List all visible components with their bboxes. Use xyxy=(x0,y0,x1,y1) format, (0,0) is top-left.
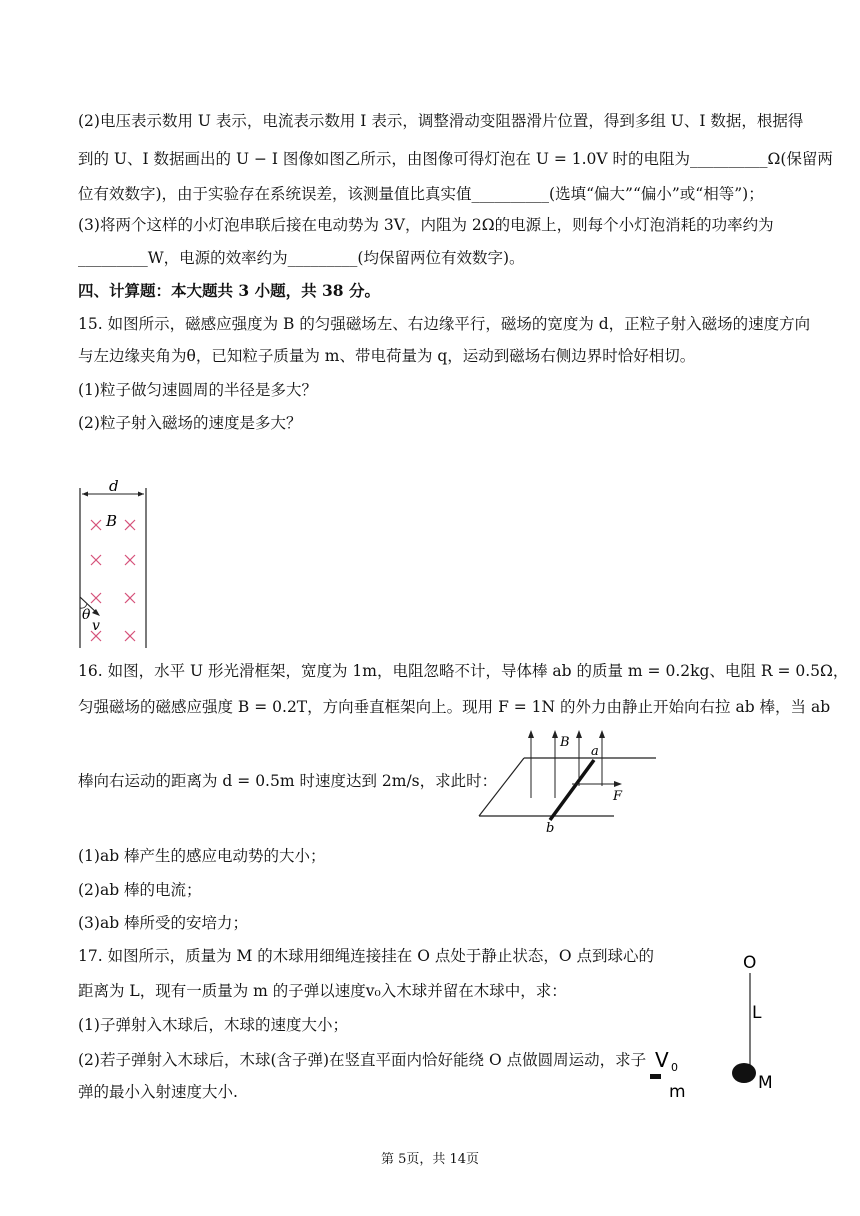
text-line: 弹的最小入射速度大小. xyxy=(78,1083,238,1101)
text-line: 到的 U、I 数据画出的 U − I 图像如图乙所示，由图像可得灯泡在 U = 1.0V 时的电阻为__________Ω(保留两 xyxy=(78,150,833,168)
text-line: (2)电压表示数用 U 表示，电流表示数用 I 表示，调整滑动变阻器滑片位置，得到多组 U、I 数据，根据得 xyxy=(78,112,804,130)
label-M: M xyxy=(758,1073,773,1093)
section-heading: 四、计算题：本大题共 3 小题，共 38 分。 xyxy=(78,281,380,300)
label-d: d xyxy=(109,478,119,495)
text-line: (3)ab 棒所受的安培力； xyxy=(78,914,249,932)
question-16-text: 16. 如图，水平 U 形光滑框架，宽度为 1m，电阻忽略不计，导体棒 ab 的质量 m = 0.2kg、电阻 R = 0.5Ω， xyxy=(78,662,849,680)
label-F: F xyxy=(613,789,623,804)
text-line: (3)将两个这样的小灯泡串联后接在电动势为 3V，内阻为 2Ω的电源上，则每个小灯泡消耗的功率约为 xyxy=(78,216,774,234)
text-line: 距离为 L，现有一质量为 m 的子弹以速度v₀入木球并留在木球中，求： xyxy=(78,982,567,1000)
label-b: b xyxy=(546,821,555,836)
bullet xyxy=(650,1074,661,1079)
label-a: a xyxy=(591,744,599,759)
cross-icon xyxy=(125,631,135,641)
label-m: m xyxy=(669,1082,686,1102)
cross-icon xyxy=(125,593,135,603)
text-line: 与左边缘夹角为θ，已知粒子质量为 m、带电荷量为 q，运动到磁场右侧边界时恰好相切。 xyxy=(78,347,696,365)
text-line: 匀强磁场的磁感应强度 B = 0.2T，方向垂直框架向上。现用 F = 1N 的外力由静止开始向右拉 ab 棒，当 ab xyxy=(78,698,831,716)
text-line: _________W，电源的效率约为_________(均保留两位有效数字)。 xyxy=(78,249,525,267)
label-V0-subscript: 0 xyxy=(671,1061,678,1074)
cross-icon xyxy=(125,520,135,530)
label-L: L xyxy=(752,1003,762,1023)
text-line: (2)若子弹射入木球后，木球(含子弹)在竖直平面内恰好能绕 O 点做圆周运动，求子 xyxy=(78,1051,647,1069)
cross-icon xyxy=(125,555,135,565)
cross-icon xyxy=(91,520,101,530)
label-B: B xyxy=(560,735,570,750)
figure-15-magnetic-field xyxy=(70,478,160,652)
page-footer: 第 5页，共 14页 xyxy=(380,1152,480,1167)
label-V0: V xyxy=(655,1048,669,1072)
text-line: 位有效数字)，由于实验存在系统误差，该测量值比真实值__________(选填“偏大”“偏小”或“相等”)； xyxy=(78,185,764,203)
cross-icon xyxy=(91,593,101,603)
label-B: B xyxy=(106,512,118,530)
text-line: (1)ab 棒产生的感应电动势的大小； xyxy=(78,847,326,865)
label-theta: θ xyxy=(82,607,91,623)
question-15-text: 15. 如图所示，磁感应强度为 B 的匀强磁场左、右边缘平行，磁场的宽度为 d，正粒子射入磁场的速度方向 xyxy=(78,315,811,333)
figure-16-rail-frame xyxy=(476,726,666,838)
text-line: (2)ab 棒的电流； xyxy=(78,881,202,899)
label-O: O xyxy=(743,953,757,973)
question-17-text: 17. 如图所示，质量为 M 的木球用细绳连接挂在 O 点处于静止状态，O 点到球心的 xyxy=(78,947,654,965)
cross-icon xyxy=(91,555,101,565)
text-line: (2)粒子射入磁场的速度是多大？ xyxy=(78,414,302,432)
text-line: 棒向右运动的距离为 d = 0.5m 时速度达到 2m/s，求此时： xyxy=(78,772,498,790)
wood-ball xyxy=(732,1063,756,1083)
label-v: v xyxy=(92,618,100,634)
text-line: (1)子弹射入木球后，木球的速度大小； xyxy=(78,1016,348,1034)
text-line: (1)粒子做匀速圆周的半径是多大？ xyxy=(78,381,317,399)
figure-17-pendulum xyxy=(640,945,790,1105)
